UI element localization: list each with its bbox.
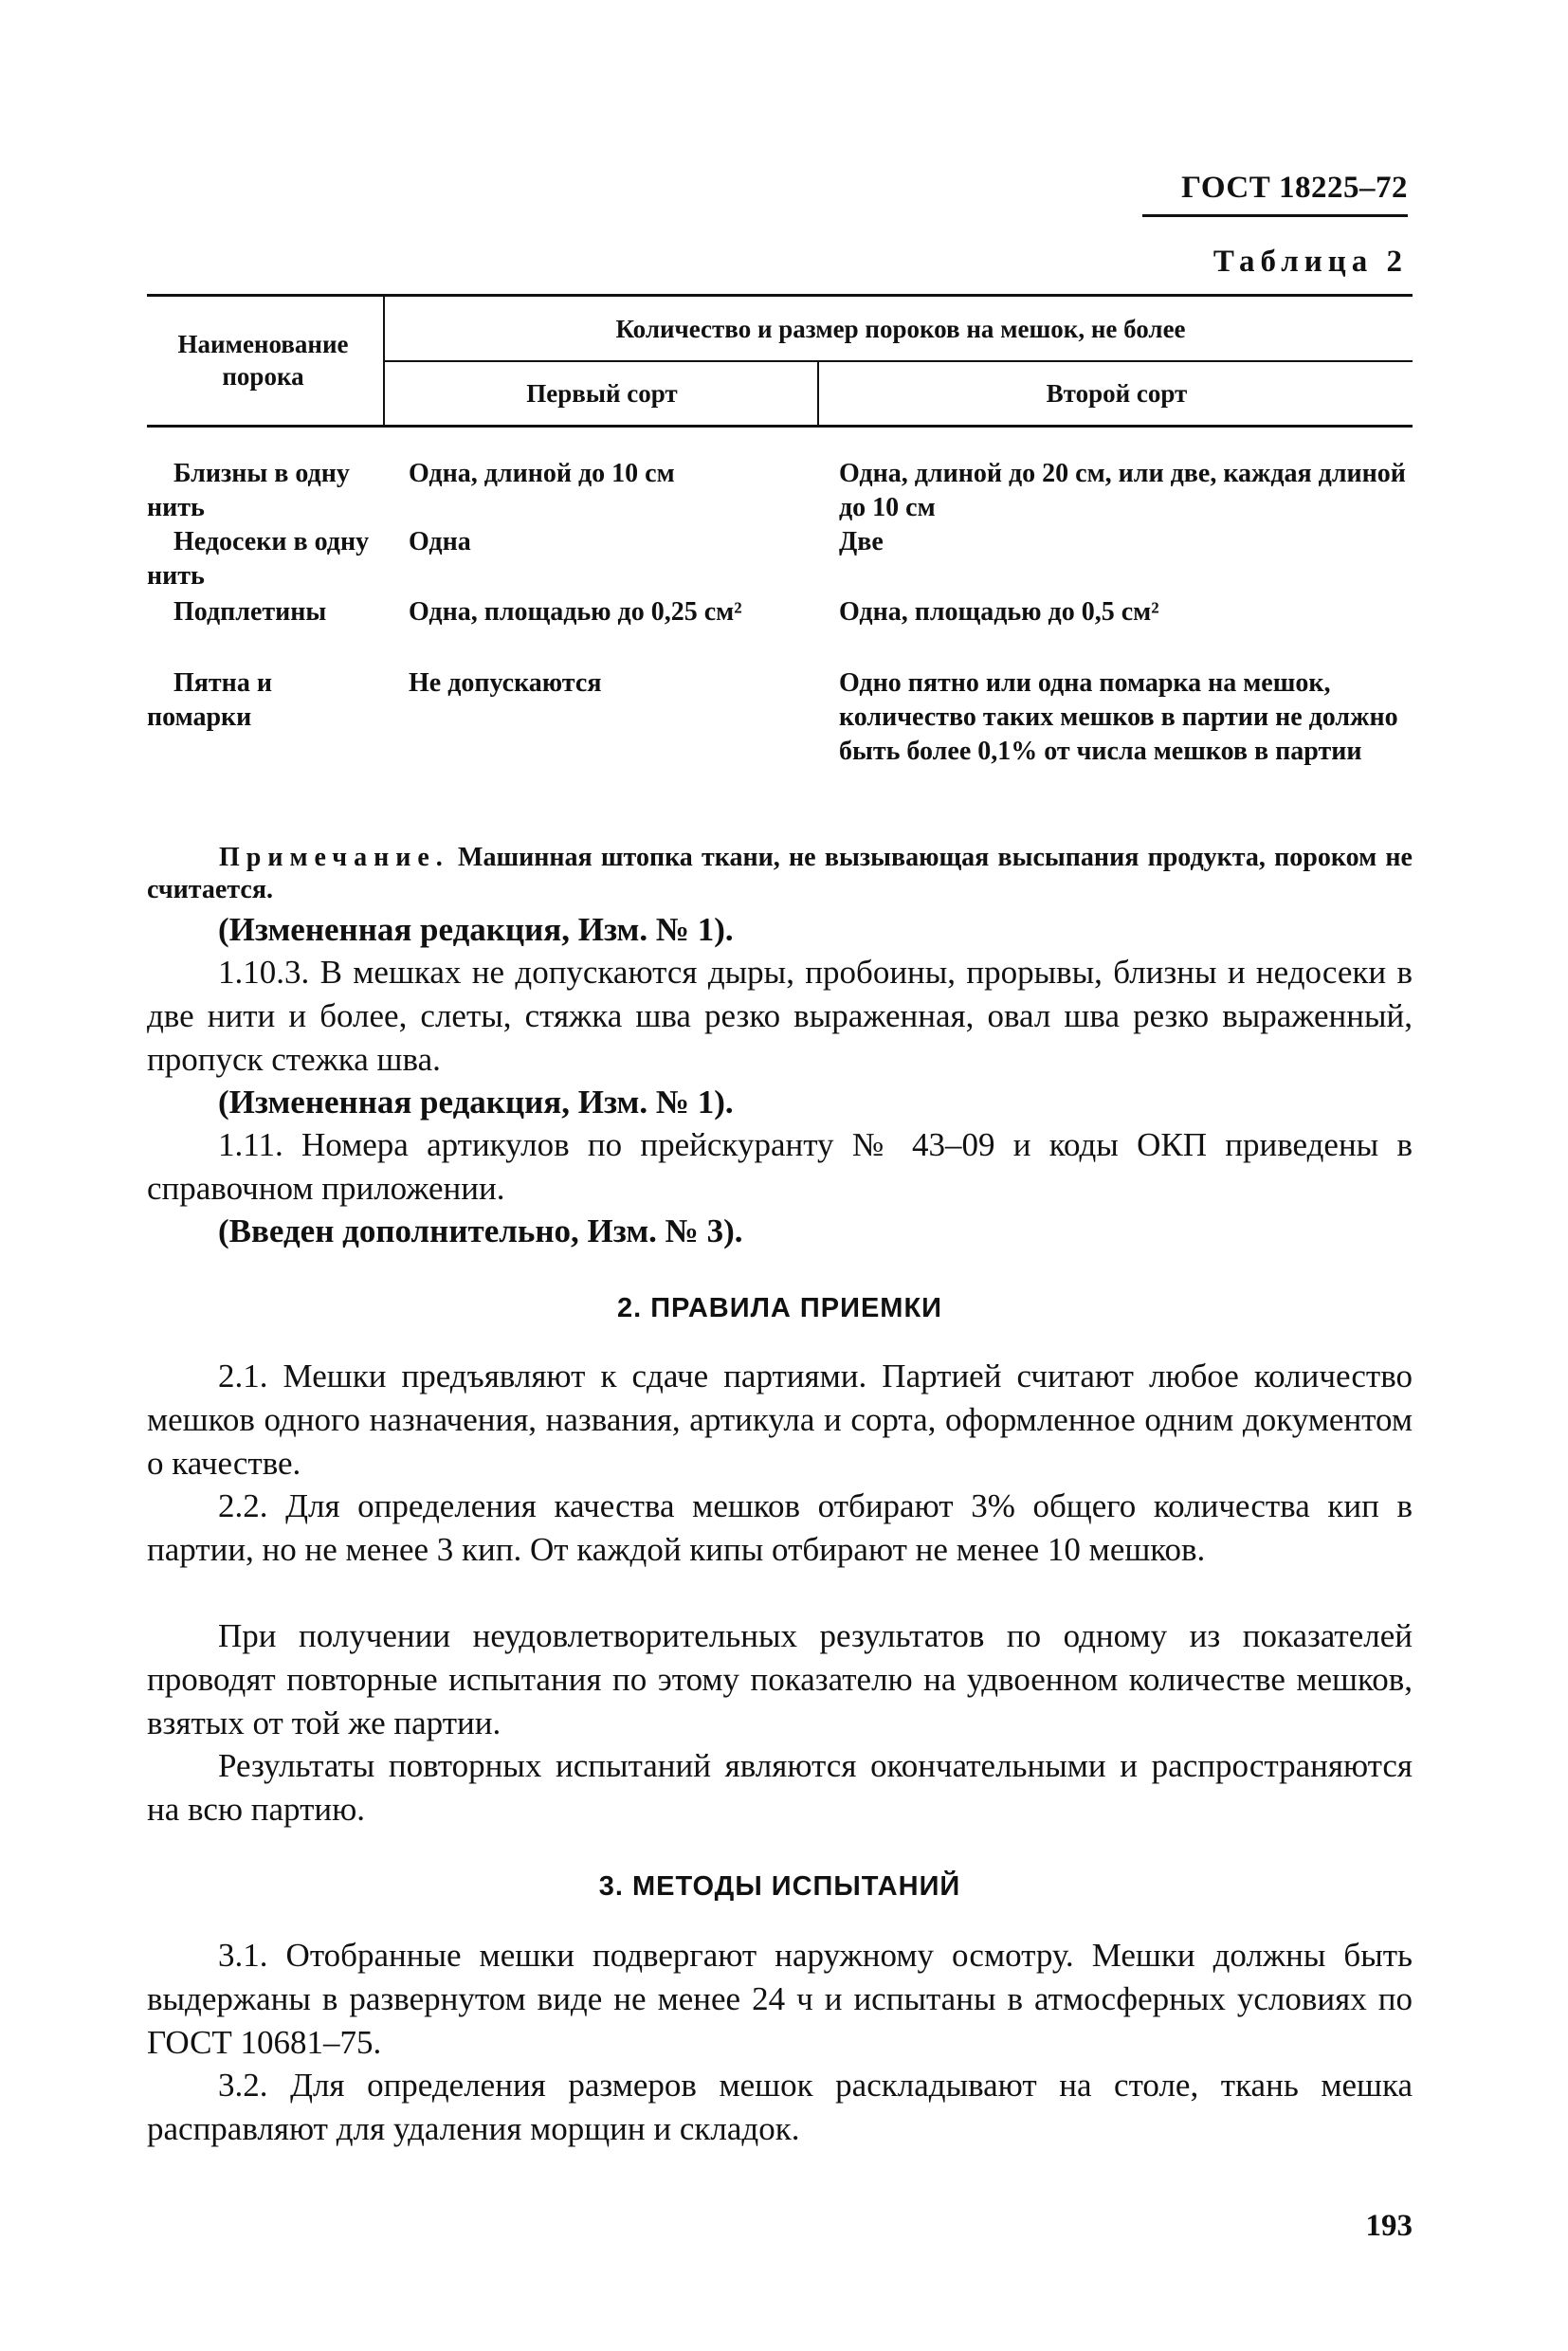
table-header-second-grade: Второй сорт [1046, 379, 1188, 408]
paragraph-1-11: 1.11. Номера артикулов по прейскуранту № 43–09 и коды ОКП приведены в справочном приложении. [147, 1126, 1413, 1207]
table-row-1-first: Одна, длиной до 10 см [409, 459, 675, 488]
table-subheader-rule [384, 360, 1413, 362]
paragraph-1-10-3: 1.10.3. В мешках не допускаются дыры, пробоины, прорывы, близны и недосеки в две нити и более, слеты, стяжка шва резко выраженная, овал шва резко выраженный, пропуск стежка шва. [147, 954, 1413, 1078]
standard-underline [1142, 214, 1408, 217]
table-note [147, 842, 1413, 906]
note-label: Примечание. [219, 843, 449, 872]
amendment-note-2: (Измененная редакция, Изм. № 1). [218, 1084, 734, 1121]
table-row-2-first: Одна [409, 527, 471, 556]
table-row-3-name: Подплетины [173, 597, 327, 627]
table-row-1-name: Близны в одну нить [147, 459, 350, 522]
table-row-3-first: Одна, площадью до 0,25 см² [409, 597, 742, 627]
table-header-first-grade: Первый сорт [526, 379, 678, 408]
table-header-group: Количество и размер пороков на мешок, не более [615, 315, 1186, 343]
table-row-3-second: Одна, площадью до 0,5 см² [839, 597, 1159, 627]
table-row-4-second: Одно пятно или одна помарка на мешок, количество таких мешков в партии не должно быть более 0,1% от числа мешков в партии [839, 668, 1398, 766]
table-row-1-second: Одна, длиной до 20 см, или две, каждая длиной до 10 см [839, 459, 1406, 522]
table-caption: Таблица 2 [1212, 245, 1408, 279]
table-header-bottom-rule [147, 425, 1413, 428]
note-text: Машинная штопка ткани, не вызывающая высыпания продукта, пороком не считается. [147, 843, 1413, 904]
table-row-2-second: Две [839, 527, 884, 556]
paragraph-2-2: 2.2. Для определения качества мешков отбирают 3% общего количества кип в партии, но не менее 3 кип. От каждой кипы отбирают не менее 10 мешков. [147, 1487, 1413, 1568]
section-2-title: 2. ПРАВИЛА ПРИЕМКИ [616, 1293, 943, 1323]
paragraph-2-1: 2.1. Мешки предъявляют к сдаче партиями. Партией считают любое количество мешков одного назначения, названия, артикула и сорта, оформленное одним документом о качестве. [147, 1358, 1413, 1482]
table-row-2-name: Недосеки в одну нить [147, 527, 370, 591]
table-row-4-name: Пятна и помарки [147, 668, 272, 732]
paragraph-2-2-final: Результаты повторных испытаний являются окончательными и распространяются на всю партию. [147, 1747, 1413, 1828]
paragraph-2-2-retest: При получении неудовлетворительных результатов по одному из показателей проводят повторные испытания по этому показателю на удвоенном количестве мешков, взятых от той же партии. [147, 1617, 1413, 1741]
amendment-note-3: (Введен дополнительно, Изм. № 3). [218, 1212, 743, 1249]
table-row-4-first: Не допускаются [409, 668, 602, 698]
page-number: 193 [1365, 2209, 1413, 2243]
table-col-divider-1 [383, 296, 385, 425]
amendment-note-1: (Измененная редакция, Изм. № 1). [218, 911, 734, 948]
standard-number: ГОСТ 18225–72 [1181, 171, 1408, 205]
table-header-defect-name: Наименование порока [177, 330, 349, 391]
table-col-divider-2 [817, 362, 819, 425]
section-3-title: 3. МЕТОДЫ ИСПЫТАНИЙ [598, 1871, 961, 1902]
paragraph-3-1: 3.1. Отобранные мешки подвергают наружному осмотру. Мешки должны быть выдержаны в развернутом виде не менее 24 ч и испытаны в атмосферных условиях по ГОСТ 10681–75. [147, 1937, 1413, 2061]
paragraph-3-2: 3.2. Для определения размеров мешок раскладывают на столе, ткань мешка расправляют для удаления морщин и складок. [147, 2067, 1413, 2147]
table-top-rule [147, 294, 1413, 297]
